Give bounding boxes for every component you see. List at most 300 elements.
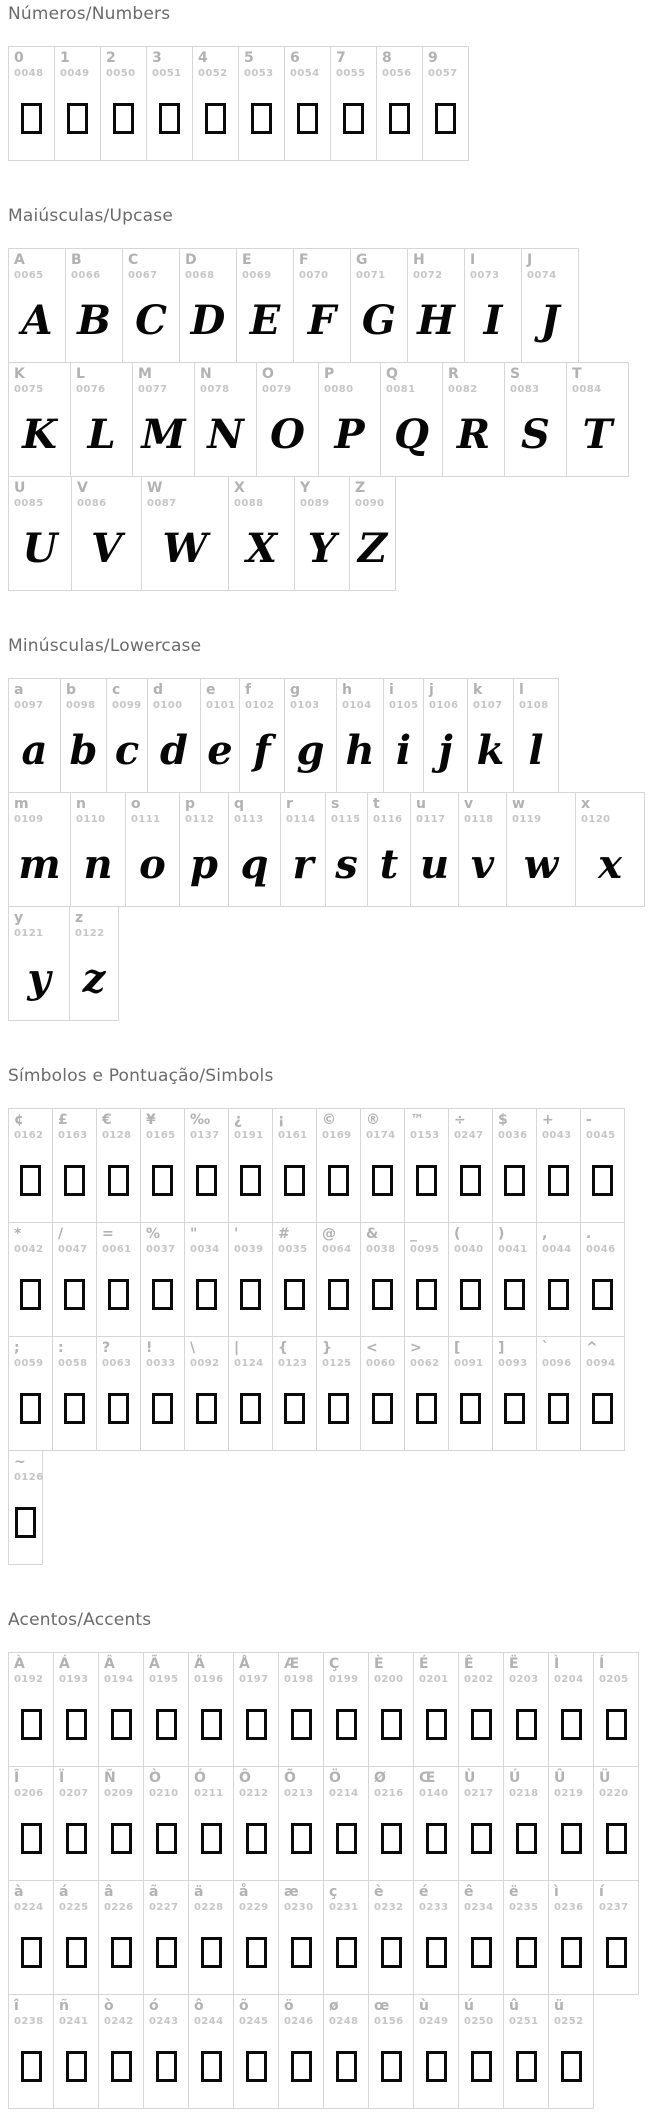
glyph-cell bbox=[458, 792, 507, 907]
glyph-preview-area bbox=[141, 1143, 184, 1218]
glyph-char-label: Ï bbox=[59, 1770, 65, 1786]
glyph-char-label: Œ bbox=[419, 1770, 436, 1786]
glyph-char-label: Ô bbox=[239, 1770, 251, 1786]
glyph-cell bbox=[147, 678, 201, 793]
glyph-char-label: : bbox=[58, 1340, 64, 1356]
glyph-preview-area bbox=[9, 1143, 52, 1218]
missing-glyph-box-icon bbox=[66, 1709, 87, 1740]
glyph-char-label: Q bbox=[386, 366, 398, 382]
glyph-preview: O bbox=[270, 410, 305, 458]
glyph-code-label: 0089 bbox=[300, 498, 330, 509]
glyph-preview-area bbox=[549, 1801, 593, 1876]
glyph-preview: G bbox=[361, 296, 397, 344]
glyph-char-label: m bbox=[14, 796, 29, 812]
glyph-preview: V bbox=[90, 524, 123, 572]
glyph-preview-area bbox=[581, 1257, 624, 1332]
missing-glyph-box-icon bbox=[111, 2051, 132, 2082]
missing-glyph-box-icon bbox=[471, 1937, 492, 1968]
glyph-cell bbox=[316, 1108, 361, 1223]
glyph-code-label: 0237 bbox=[599, 1902, 629, 1913]
glyph-preview-area bbox=[229, 511, 294, 586]
glyph-code-label: 0110 bbox=[76, 814, 106, 825]
missing-glyph-box-icon bbox=[592, 1393, 613, 1424]
glyph-char-label: I bbox=[470, 252, 476, 268]
glyph-char-label: ¡ bbox=[278, 1112, 285, 1128]
missing-glyph-box-icon bbox=[372, 1393, 393, 1424]
glyph-cell bbox=[548, 1652, 594, 1767]
glyph-preview-area bbox=[581, 1143, 624, 1218]
glyph-cell bbox=[521, 248, 579, 363]
missing-glyph-box-icon bbox=[471, 1709, 492, 1740]
glyph-code-label: 0228 bbox=[194, 1902, 224, 1913]
glyph-cell bbox=[228, 792, 281, 907]
missing-glyph-box-icon bbox=[343, 103, 364, 134]
glyph-cell bbox=[256, 362, 319, 477]
missing-glyph-box-icon bbox=[111, 1937, 132, 1968]
glyph-code-label: 0093 bbox=[498, 1358, 528, 1369]
missing-glyph-box-icon bbox=[284, 1393, 305, 1424]
glyph-preview: N bbox=[207, 410, 244, 458]
glyph-preview-area bbox=[9, 1485, 42, 1560]
glyph-char-label: u bbox=[416, 796, 426, 812]
glyph-char-label: j bbox=[429, 682, 434, 698]
glyph-code-label: 0098 bbox=[66, 700, 96, 711]
glyph-code-label: 0059 bbox=[14, 1358, 44, 1369]
glyph-preview: z bbox=[82, 954, 106, 1002]
glyph-preview-area bbox=[465, 283, 521, 358]
glyph-char-label: e bbox=[206, 682, 216, 698]
missing-glyph-box-icon bbox=[20, 1279, 41, 1310]
glyph-cell bbox=[140, 1336, 185, 1451]
glyph-code-label: 0124 bbox=[234, 1358, 264, 1369]
glyph-code-label: 0070 bbox=[299, 270, 329, 281]
glyph-char-label: ! bbox=[146, 1340, 153, 1356]
glyph-cell bbox=[132, 362, 195, 477]
missing-glyph-box-icon bbox=[426, 1937, 447, 1968]
glyph-char-label: Ó bbox=[194, 1770, 206, 1786]
glyph-cell bbox=[413, 1766, 459, 1881]
glyph-char-label: Ê bbox=[464, 1656, 474, 1672]
glyph-preview-area bbox=[147, 81, 192, 156]
glyph-char-label: ( bbox=[454, 1226, 461, 1242]
missing-glyph-box-icon bbox=[381, 1823, 402, 1854]
glyph-preview: S bbox=[521, 410, 550, 458]
glyph-code-label: 0225 bbox=[59, 1902, 89, 1913]
glyph-cell bbox=[513, 678, 559, 793]
glyph-cell bbox=[53, 1994, 99, 2109]
missing-glyph-box-icon bbox=[516, 2051, 537, 2082]
glyph-cell bbox=[8, 792, 71, 907]
glyph-preview-area bbox=[459, 2029, 503, 2104]
glyph-preview-area bbox=[55, 81, 100, 156]
missing-glyph-box-icon bbox=[291, 2051, 312, 2082]
missing-glyph-box-icon bbox=[471, 1823, 492, 1854]
missing-glyph-box-icon bbox=[389, 103, 410, 134]
glyph-code-label: 0153 bbox=[410, 1130, 440, 1141]
glyph-preview: x bbox=[598, 840, 622, 888]
glyph-cell bbox=[8, 46, 55, 161]
glyph-preview-area bbox=[201, 713, 239, 788]
glyph-code-label: 0066 bbox=[71, 270, 101, 281]
missing-glyph-box-icon bbox=[426, 1709, 447, 1740]
glyph-char-label: v bbox=[464, 796, 474, 812]
glyph-code-label: 0210 bbox=[149, 1788, 179, 1799]
glyph-code-label: 0081 bbox=[386, 384, 416, 395]
glyph-preview-area bbox=[459, 1915, 503, 1990]
glyph-preview-area bbox=[9, 1687, 53, 1762]
glyph-grid bbox=[8, 46, 661, 161]
glyph-preview-area bbox=[185, 1371, 228, 1446]
glyph-code-label: 0226 bbox=[104, 1902, 134, 1913]
glyph-row bbox=[8, 1108, 661, 1223]
glyph-preview-area bbox=[414, 1801, 458, 1876]
glyph-cell bbox=[368, 1880, 414, 1995]
glyph-code-label: 0249 bbox=[419, 2016, 449, 2027]
glyph-char-label: ä bbox=[194, 1884, 204, 1900]
missing-glyph-box-icon bbox=[561, 1823, 582, 1854]
glyph-preview-area bbox=[189, 2029, 233, 2104]
missing-glyph-box-icon bbox=[240, 1393, 261, 1424]
glyph-cell bbox=[458, 1880, 504, 1995]
missing-glyph-box-icon bbox=[516, 1709, 537, 1740]
glyph-cell bbox=[368, 1994, 414, 2109]
glyph-char-label: œ bbox=[374, 1998, 390, 2014]
missing-glyph-box-icon bbox=[297, 103, 318, 134]
glyph-char-label: À bbox=[14, 1656, 25, 1672]
glyph-char-label: á bbox=[59, 1884, 69, 1900]
glyph-code-label: 0242 bbox=[104, 2016, 134, 2027]
glyph-code-label: 0087 bbox=[147, 498, 177, 509]
missing-glyph-box-icon bbox=[21, 2051, 42, 2082]
glyph-char-label: H bbox=[413, 252, 425, 268]
glyph-code-label: 0035 bbox=[278, 1244, 308, 1255]
glyph-cell bbox=[350, 248, 408, 363]
glyph-preview-area bbox=[459, 827, 506, 902]
glyph-preview-area bbox=[54, 1915, 98, 1990]
glyph-char-label: * bbox=[14, 1226, 22, 1242]
glyph-code-label: 0073 bbox=[470, 270, 500, 281]
glyph-cell bbox=[140, 1222, 185, 1337]
glyph-preview-area bbox=[411, 827, 458, 902]
glyph-code-label: 0050 bbox=[106, 68, 136, 79]
glyph-cell bbox=[413, 1994, 459, 2109]
glyph-code-label: 0048 bbox=[14, 68, 44, 79]
glyph-code-label: 0083 bbox=[510, 384, 540, 395]
glyph-code-label: 0072 bbox=[413, 270, 443, 281]
glyph-char-label: W bbox=[147, 480, 163, 496]
glyph-preview-area bbox=[537, 1143, 580, 1218]
glyph-cell bbox=[293, 248, 351, 363]
glyph-char-label: ' bbox=[234, 1226, 239, 1242]
glyph-cell bbox=[368, 1766, 414, 1881]
glyph-char-label: ç bbox=[329, 1884, 338, 1900]
glyph-code-label: 0169 bbox=[322, 1130, 352, 1141]
glyph-char-label: % bbox=[146, 1226, 161, 1242]
glyph-cell bbox=[228, 1108, 273, 1223]
glyph-char-label: Ò bbox=[149, 1770, 161, 1786]
glyph-cell bbox=[464, 248, 522, 363]
glyph-cell bbox=[239, 678, 285, 793]
glyph-code-label: 0045 bbox=[586, 1130, 616, 1141]
glyph-preview-area bbox=[279, 1801, 323, 1876]
glyph-code-label: 0086 bbox=[77, 498, 107, 509]
missing-glyph-box-icon bbox=[21, 103, 42, 134]
glyph-preview-area bbox=[101, 81, 146, 156]
glyph-preview-area bbox=[54, 2029, 98, 2104]
glyph-preview-area bbox=[493, 1257, 536, 1332]
missing-glyph-box-icon bbox=[64, 1165, 85, 1196]
missing-glyph-box-icon bbox=[152, 1393, 173, 1424]
glyph-code-label: 0243 bbox=[149, 2016, 179, 2027]
glyph-preview-area bbox=[61, 713, 106, 788]
glyph-preview-area bbox=[9, 397, 70, 472]
glyph-preview-area bbox=[337, 713, 383, 788]
glyph-preview-area bbox=[361, 1143, 404, 1218]
glyph-code-label: 0106 bbox=[429, 700, 459, 711]
glyph-code-label: 0063 bbox=[102, 1358, 132, 1369]
glyph-char-label: { bbox=[278, 1340, 288, 1356]
glyph-preview-area bbox=[99, 2029, 143, 2104]
glyph-preview-area bbox=[537, 1371, 580, 1446]
glyph-code-label: 0250 bbox=[464, 2016, 494, 2027]
missing-glyph-box-icon bbox=[291, 1823, 312, 1854]
glyph-cell bbox=[143, 1880, 189, 1995]
glyph-preview-area bbox=[66, 283, 122, 358]
glyph-code-label: 0067 bbox=[128, 270, 158, 281]
glyph-code-label: 0058 bbox=[58, 1358, 88, 1369]
section-title: Minúsculas/Lowercase bbox=[8, 636, 202, 656]
glyph-preview-area bbox=[229, 1257, 272, 1332]
missing-glyph-box-icon bbox=[561, 1709, 582, 1740]
glyph-preview-area bbox=[449, 1143, 492, 1218]
glyph-cell bbox=[184, 1108, 229, 1223]
glyph-preview: D bbox=[190, 296, 226, 344]
glyph-cell bbox=[60, 678, 107, 793]
glyph-cell bbox=[566, 362, 629, 477]
glyph-code-label: 0200 bbox=[374, 1674, 404, 1685]
glyph-char-label: K bbox=[14, 366, 25, 382]
missing-glyph-box-icon bbox=[66, 2051, 87, 2082]
glyph-char-label: 2 bbox=[106, 50, 116, 66]
glyph-preview: E bbox=[249, 296, 281, 344]
glyph-char-label: q bbox=[234, 796, 245, 812]
glyph-cell bbox=[200, 678, 240, 793]
glyph-code-label: 0198 bbox=[284, 1674, 314, 1685]
glyph-cell bbox=[593, 1766, 639, 1881]
missing-glyph-box-icon bbox=[471, 2051, 492, 2082]
glyph-char-label: å bbox=[239, 1884, 249, 1900]
glyph-char-label: P bbox=[324, 366, 335, 382]
glyph-row bbox=[8, 1994, 661, 2109]
glyph-cell bbox=[360, 1108, 405, 1223]
glyph-preview-area bbox=[514, 713, 558, 788]
glyph-code-label: 0191 bbox=[234, 1130, 264, 1141]
glyph-code-label: 0103 bbox=[290, 700, 320, 711]
glyph-preview-area bbox=[71, 397, 132, 472]
glyph-code-label: 0113 bbox=[234, 814, 264, 825]
glyph-preview-area bbox=[405, 1371, 448, 1446]
glyph-char-label: l bbox=[519, 682, 524, 698]
glyph-cell bbox=[278, 1880, 324, 1995]
glyph-cell bbox=[122, 248, 180, 363]
glyph-code-label: 0218 bbox=[509, 1788, 539, 1799]
missing-glyph-box-icon bbox=[516, 1937, 537, 1968]
glyph-code-label: 0074 bbox=[527, 270, 557, 281]
glyph-preview-area bbox=[148, 713, 200, 788]
glyph-char-label: N bbox=[200, 366, 212, 382]
glyph-preview-area bbox=[9, 827, 70, 902]
missing-glyph-box-icon bbox=[460, 1393, 481, 1424]
glyph-code-label: 0055 bbox=[336, 68, 366, 79]
section-title: Acentos/Accents bbox=[8, 1610, 152, 1630]
glyph-cell bbox=[188, 1652, 234, 1767]
glyph-cell bbox=[54, 46, 101, 161]
glyph-cell bbox=[98, 1994, 144, 2109]
glyph-cell bbox=[233, 1652, 279, 1767]
glyph-cell bbox=[323, 1652, 369, 1767]
glyph-cell bbox=[448, 1336, 493, 1451]
glyph-cell bbox=[143, 1994, 189, 2109]
glyph-char-label: ã bbox=[149, 1884, 159, 1900]
missing-glyph-box-icon bbox=[606, 1823, 627, 1854]
glyph-preview: T bbox=[582, 410, 613, 458]
glyph-preview: J bbox=[540, 296, 560, 344]
glyph-preview-area bbox=[443, 397, 504, 472]
glyph-preview: u bbox=[419, 840, 450, 888]
missing-glyph-box-icon bbox=[15, 1507, 36, 1538]
glyph-cell bbox=[580, 1336, 625, 1451]
glyph-preview-area bbox=[505, 397, 566, 472]
glyph-code-label: 0117 bbox=[416, 814, 446, 825]
glyph-code-label: 0111 bbox=[131, 814, 161, 825]
missing-glyph-box-icon bbox=[381, 1937, 402, 1968]
glyph-preview-area bbox=[9, 1371, 52, 1446]
glyph-preview-area bbox=[285, 81, 330, 156]
glyph-code-label: 0137 bbox=[190, 1130, 220, 1141]
glyph-preview-area bbox=[195, 397, 256, 472]
missing-glyph-box-icon bbox=[504, 1165, 525, 1196]
glyph-preview-area bbox=[180, 827, 228, 902]
glyph-preview-area bbox=[567, 397, 628, 472]
glyph-code-label: 0236 bbox=[554, 1902, 584, 1913]
glyph-code-label: 0234 bbox=[464, 1902, 494, 1913]
glyph-preview-area bbox=[294, 283, 350, 358]
glyph-code-label: 0051 bbox=[152, 68, 182, 79]
glyph-code-label: 0120 bbox=[581, 814, 611, 825]
glyph-section-symbols bbox=[8, 1066, 661, 1565]
glyph-code-label: 0233 bbox=[419, 1902, 449, 1913]
glyph-cell bbox=[593, 1880, 639, 1995]
glyph-code-label: 0079 bbox=[262, 384, 292, 395]
glyph-cell bbox=[52, 1336, 97, 1451]
glyph-code-label: 0238 bbox=[14, 2016, 44, 2027]
glyph-cell bbox=[330, 46, 377, 161]
glyph-code-label: 0229 bbox=[239, 1902, 269, 1913]
glyph-char-label: È bbox=[374, 1656, 384, 1672]
glyph-cell bbox=[407, 248, 465, 363]
glyph-code-label: 0122 bbox=[75, 928, 105, 939]
glyph-cell bbox=[53, 1652, 99, 1767]
glyph-char-label: r bbox=[286, 796, 293, 812]
glyph-char-label: î bbox=[14, 1998, 19, 2014]
glyph-preview-area bbox=[351, 283, 407, 358]
glyph-preview-area bbox=[9, 1801, 53, 1876]
glyph-code-label: 0247 bbox=[454, 1130, 484, 1141]
glyph-code-label: 0224 bbox=[14, 1902, 44, 1913]
glyph-cell bbox=[8, 1766, 54, 1881]
glyph-cell bbox=[278, 1994, 324, 2109]
glyph-cell bbox=[98, 1880, 144, 1995]
glyph-preview-area bbox=[185, 1143, 228, 1218]
glyph-preview-area bbox=[229, 1143, 272, 1218]
glyph-code-label: 0053 bbox=[244, 68, 274, 79]
glyph-code-label: 0112 bbox=[185, 814, 215, 825]
glyph-cell bbox=[349, 476, 396, 591]
glyph-char-label: T bbox=[572, 366, 582, 382]
glyph-row bbox=[8, 1766, 661, 1881]
missing-glyph-box-icon bbox=[152, 1165, 173, 1196]
glyph-char-label: Ì bbox=[554, 1656, 560, 1672]
glyph-preview-area bbox=[317, 1143, 360, 1218]
glyph-char-label: & bbox=[366, 1226, 379, 1242]
glyph-preview-area bbox=[239, 81, 284, 156]
glyph-cell bbox=[272, 1336, 317, 1451]
glyph-cell bbox=[284, 678, 337, 793]
glyph-cell bbox=[8, 678, 61, 793]
glyph-row bbox=[8, 362, 661, 477]
glyph-char-label: Ü bbox=[599, 1770, 611, 1786]
glyph-preview-area bbox=[295, 511, 349, 586]
glyph-section-uppercase bbox=[8, 206, 661, 591]
missing-glyph-box-icon bbox=[291, 1709, 312, 1740]
glyph-cell bbox=[125, 792, 180, 907]
glyph-cell bbox=[70, 792, 126, 907]
glyph-char-label: Ø bbox=[374, 1770, 386, 1786]
glyph-code-label: 0161 bbox=[278, 1130, 308, 1141]
glyph-code-label: 0126 bbox=[14, 1472, 44, 1483]
missing-glyph-box-icon bbox=[156, 1709, 177, 1740]
glyph-code-label: 0207 bbox=[59, 1788, 89, 1799]
glyph-char-label: R bbox=[448, 366, 459, 382]
glyph-code-label: 0121 bbox=[14, 928, 44, 939]
glyph-char-label: £ bbox=[58, 1112, 68, 1128]
glyph-char-label: 1 bbox=[60, 50, 70, 66]
glyph-char-label: s bbox=[331, 796, 340, 812]
glyph-char-label: z bbox=[75, 910, 84, 926]
glyph-char-label: Ë bbox=[509, 1656, 519, 1672]
glyph-preview-area bbox=[493, 1143, 536, 1218]
glyph-char-label: Y bbox=[300, 480, 311, 496]
glyph-cell bbox=[8, 362, 71, 477]
glyph-code-label: 0232 bbox=[374, 1902, 404, 1913]
glyph-cell bbox=[188, 1880, 234, 1995]
glyph-char-label: ¢ bbox=[14, 1112, 24, 1128]
glyph-char-label: ù bbox=[419, 1998, 429, 2014]
glyph-preview-area bbox=[468, 713, 513, 788]
glyph-cell bbox=[98, 1766, 144, 1881]
glyph-code-label: 0056 bbox=[382, 68, 412, 79]
glyph-cell bbox=[278, 1766, 324, 1881]
glyph-code-label: 0115 bbox=[331, 814, 361, 825]
glyph-grid bbox=[8, 678, 661, 1021]
glyph-code-label: 0084 bbox=[572, 384, 602, 395]
glyph-char-label: x bbox=[581, 796, 591, 812]
glyph-preview-area bbox=[423, 81, 468, 156]
glyph-cell bbox=[448, 1108, 493, 1223]
glyph-cell bbox=[140, 1108, 185, 1223]
glyph-preview-area bbox=[189, 1915, 233, 1990]
glyph-preview: H bbox=[417, 296, 455, 344]
